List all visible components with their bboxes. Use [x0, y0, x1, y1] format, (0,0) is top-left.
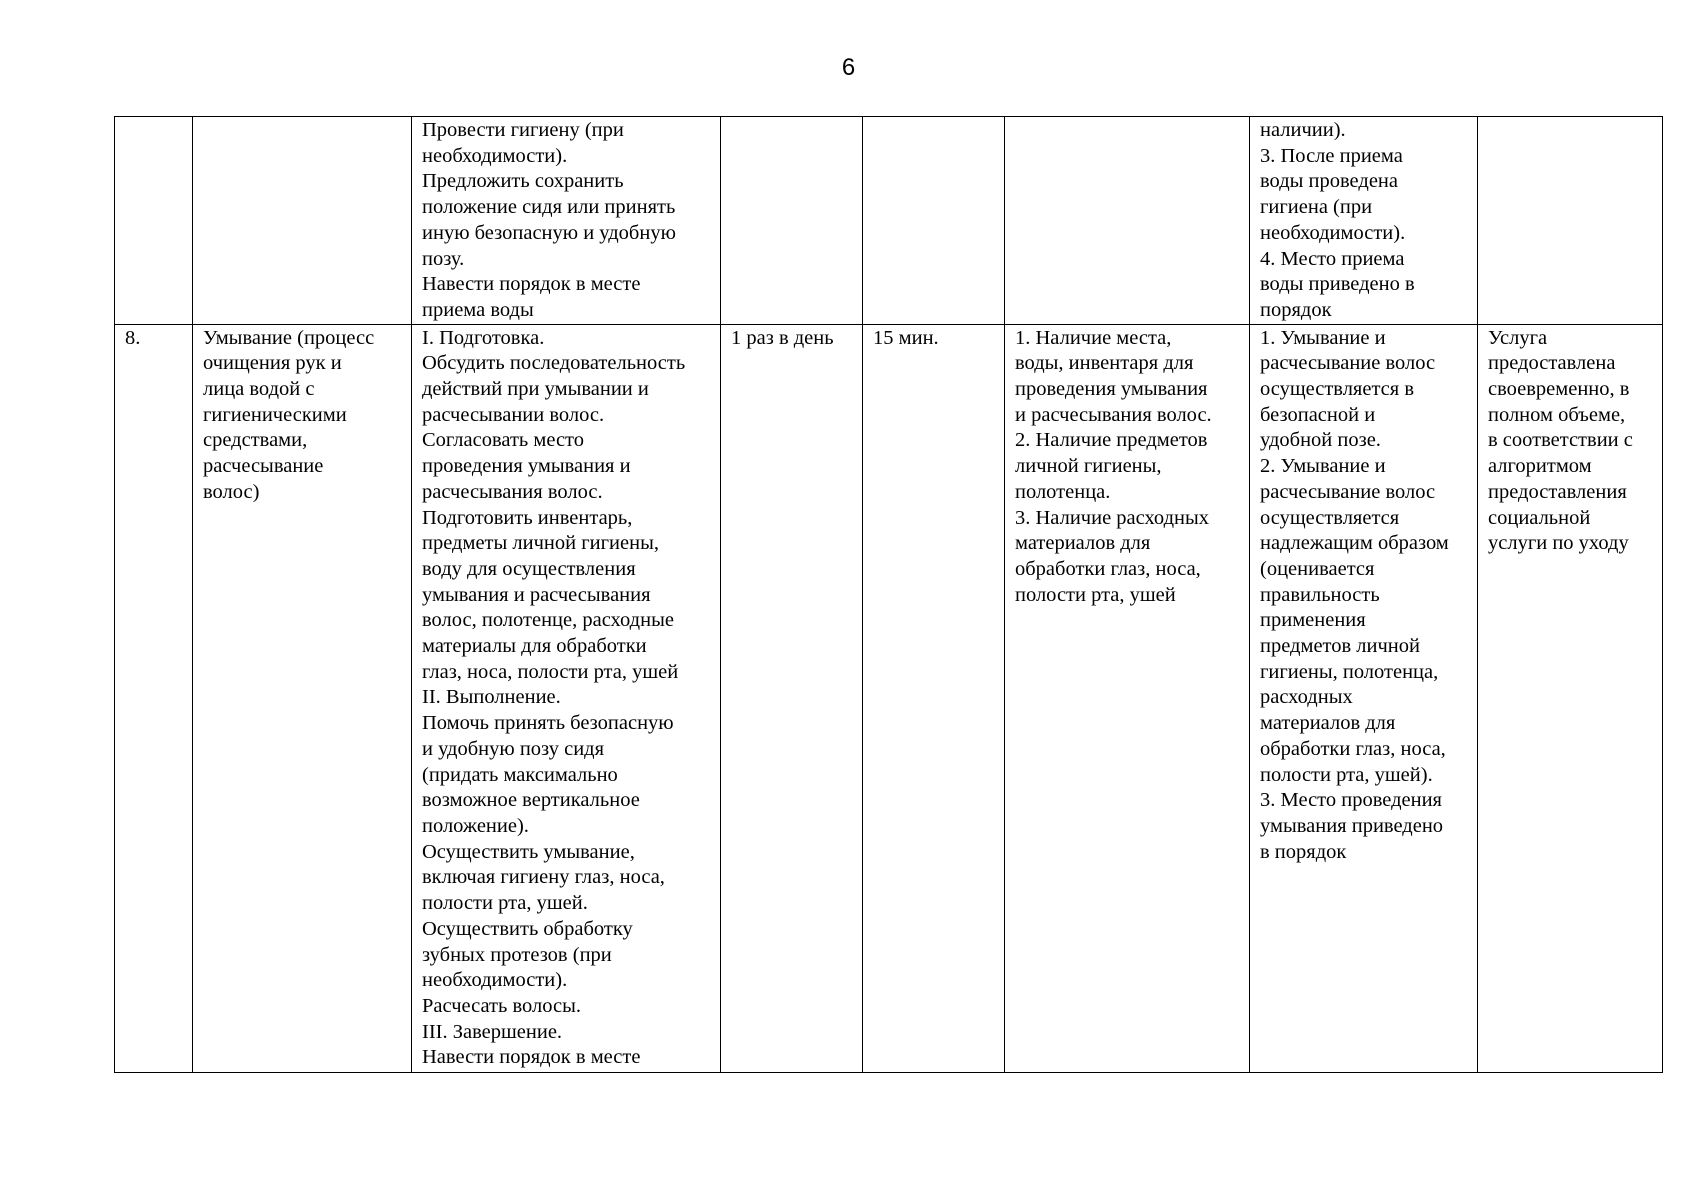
cell-text-line: в соответствии с: [1488, 429, 1633, 452]
cell-text-line: III. Завершение.: [422, 1020, 563, 1043]
cell-text-line: 2. Умывание и: [1260, 455, 1386, 478]
cell-text-line: расходных: [1260, 686, 1353, 709]
cell-text-line: применения: [1260, 609, 1366, 632]
cell-text-line: Осуществить умывание,: [422, 840, 635, 863]
cell-duration: [863, 117, 1005, 325]
cell-text-line: услуги по уходу: [1488, 532, 1629, 555]
table-body: [115, 117, 1663, 1073]
cell-text-line: зубных протезов (при: [422, 943, 612, 966]
cell-evaluation: [1478, 324, 1663, 1072]
cell-text-line: гигиеническими: [203, 403, 347, 426]
table-row: [115, 324, 1663, 1072]
services-table: [114, 116, 1663, 1073]
cell-text-line: осуществляется в: [1260, 378, 1415, 401]
cell-text-line: возможное вертикальное: [422, 789, 640, 812]
cell-service-content: [412, 117, 721, 325]
cell-text-line: в порядок: [1260, 840, 1347, 863]
cell-text-line: воду для осуществления: [422, 557, 636, 580]
cell-text-line: полотенца.: [1015, 480, 1111, 503]
cell-text-line: 1 раз в день: [731, 326, 834, 349]
cell-text-line: включая гигиену глаз, носа,: [422, 866, 665, 889]
cell-text-line: обработки глаз, носа,: [1260, 737, 1446, 760]
cell-text-line: предоставлена: [1488, 352, 1616, 375]
cell-text-line: расчесывание волос: [1260, 480, 1436, 503]
cell-text-line: (придать максимально: [422, 763, 618, 786]
cell-number: [115, 324, 193, 1072]
cell-text-line: расчесывании волос.: [422, 403, 605, 426]
cell-number: [115, 117, 193, 325]
cell-quality-indicators: [1250, 117, 1478, 325]
cell-text-line: полости рта, ушей).: [1260, 763, 1433, 786]
cell-text-line: предметов личной: [1260, 635, 1420, 658]
cell-text-line: 3. Место проведения: [1260, 789, 1442, 812]
cell-text-line: полном объеме,: [1488, 403, 1626, 426]
cell-text-line: гигиены, полотенца,: [1260, 660, 1439, 683]
cell-text-line: порядок: [1260, 298, 1332, 321]
cell-text-line: 3. После приема: [1260, 144, 1403, 167]
cell-text-line: Услуга: [1488, 326, 1548, 349]
cell-text-line: обработки глаз, носа,: [1015, 557, 1201, 580]
cell-text-line: умывания и расчесывания: [422, 583, 651, 606]
cell-text-line: Предложить сохранить: [422, 170, 624, 193]
cell-text-line: полости рта, ушей: [1015, 583, 1176, 606]
cell-text-line: 3. Наличие расходных: [1015, 506, 1210, 529]
cell-text-line: надлежащим образом: [1260, 532, 1449, 555]
cell-text-line: Провести гигиену (при: [422, 119, 624, 141]
cell-text-line: Подготовить инвентарь,: [422, 506, 633, 529]
cell-text-line: II. Выполнение.: [422, 686, 561, 709]
cell-text-line: умывания приведено: [1260, 814, 1444, 837]
cell-text-line: Согласовать место: [422, 429, 584, 452]
cell-text-line: положение сидя или принять: [422, 196, 676, 219]
cell-text-line: воды приведено в: [1260, 273, 1415, 296]
cell-text-line: и расчесывания волос.: [1015, 403, 1212, 426]
cell-text-line: предметы личной гигиены,: [422, 532, 659, 555]
cell-text-line: 8.: [125, 326, 141, 349]
cell-text-line: 2. Наличие предметов: [1015, 429, 1208, 452]
cell-duration: [863, 324, 1005, 1072]
cell-text-line: иную безопасную и удобную: [422, 221, 676, 244]
cell-text-line: (оценивается: [1260, 557, 1375, 580]
cell-conditions: [1005, 117, 1250, 325]
cell-text-line: своевременно, в: [1488, 378, 1630, 401]
cell-text-line: расчесывание: [203, 455, 324, 478]
cell-text-line: социальной: [1488, 506, 1591, 529]
cell-text-line: Расчесать волосы.: [422, 994, 581, 1017]
cell-text-line: материалов для: [1015, 532, 1151, 555]
cell-text-line: наличии).: [1260, 119, 1346, 141]
cell-text-line: 1. Наличие места,: [1015, 326, 1172, 349]
cell-text-line: личной гигиены,: [1015, 455, 1162, 478]
cell-service-content: [412, 324, 721, 1072]
cell-text-line: Навести порядок в месте: [422, 1046, 641, 1069]
cell-text-line: проведения умывания и: [422, 455, 631, 478]
cell-text-line: удобной позе.: [1260, 429, 1381, 452]
page-number: 6: [841, 54, 856, 81]
cell-text-line: полости рта, ушей.: [422, 892, 588, 915]
cell-text-line: действий при умывании и: [422, 378, 649, 401]
cell-text-line: 4. Место приема: [1260, 247, 1405, 270]
cell-frequency: [721, 324, 863, 1072]
cell-text-line: безопасной и: [1260, 403, 1376, 426]
cell-text-line: предоставления: [1488, 480, 1627, 503]
cell-text-line: воды проведена: [1260, 170, 1398, 193]
cell-text-line: осуществляется: [1260, 506, 1400, 529]
cell-text-line: волос): [203, 480, 260, 503]
cell-text-line: лица водой с: [203, 378, 315, 401]
cell-text-line: глаз, носа, полости рта, ушей: [422, 660, 679, 683]
cell-text-line: гигиена (при: [1260, 196, 1373, 219]
cell-text-line: проведения умывания: [1015, 378, 1208, 401]
cell-text-line: волос, полотенце, расходные: [422, 609, 674, 632]
cell-text-line: 1. Умывание и: [1260, 326, 1386, 349]
cell-text-line: необходимости).: [1260, 221, 1406, 244]
cell-text-line: 15 мин.: [873, 326, 939, 349]
cell-text-line: положение).: [422, 814, 529, 837]
cell-text-line: расчесывание волос: [1260, 352, 1436, 375]
cell-service-name: [193, 117, 412, 325]
cell-text-line: необходимости).: [422, 144, 568, 167]
cell-text-line: алгоритмом: [1488, 455, 1592, 478]
cell-text-line: Умывание (процесс: [203, 326, 375, 349]
cell-text-line: материалов для: [1260, 712, 1396, 735]
cell-text-line: Помочь принять безопасную: [422, 712, 674, 735]
cell-text-line: Обсудить последовательность: [422, 352, 686, 375]
cell-service-name: [193, 324, 412, 1072]
cell-text-line: необходимости).: [422, 969, 568, 992]
cell-text-line: средствами,: [203, 429, 308, 452]
cell-text-line: материалы для обработки: [422, 635, 647, 658]
cell-text-line: позу.: [422, 247, 465, 270]
table-row: [115, 117, 1663, 325]
cell-quality-indicators: [1250, 324, 1478, 1072]
cell-text-line: и удобную позу сидя: [422, 737, 605, 760]
cell-conditions: [1005, 324, 1250, 1072]
cell-text-line: I. Подготовка.: [422, 326, 545, 349]
cell-text-line: расчесывания волос.: [422, 480, 603, 503]
cell-frequency: [721, 117, 863, 325]
cell-evaluation: [1478, 117, 1663, 325]
cell-text-line: правильность: [1260, 583, 1380, 606]
cell-text-line: воды, инвентаря для: [1015, 352, 1194, 375]
cell-text-line: Навести порядок в месте: [422, 273, 641, 296]
cell-text-line: очищения рук и: [203, 352, 342, 375]
cell-text-line: Осуществить обработку: [422, 917, 633, 940]
cell-text-line: приема воды: [422, 298, 534, 321]
